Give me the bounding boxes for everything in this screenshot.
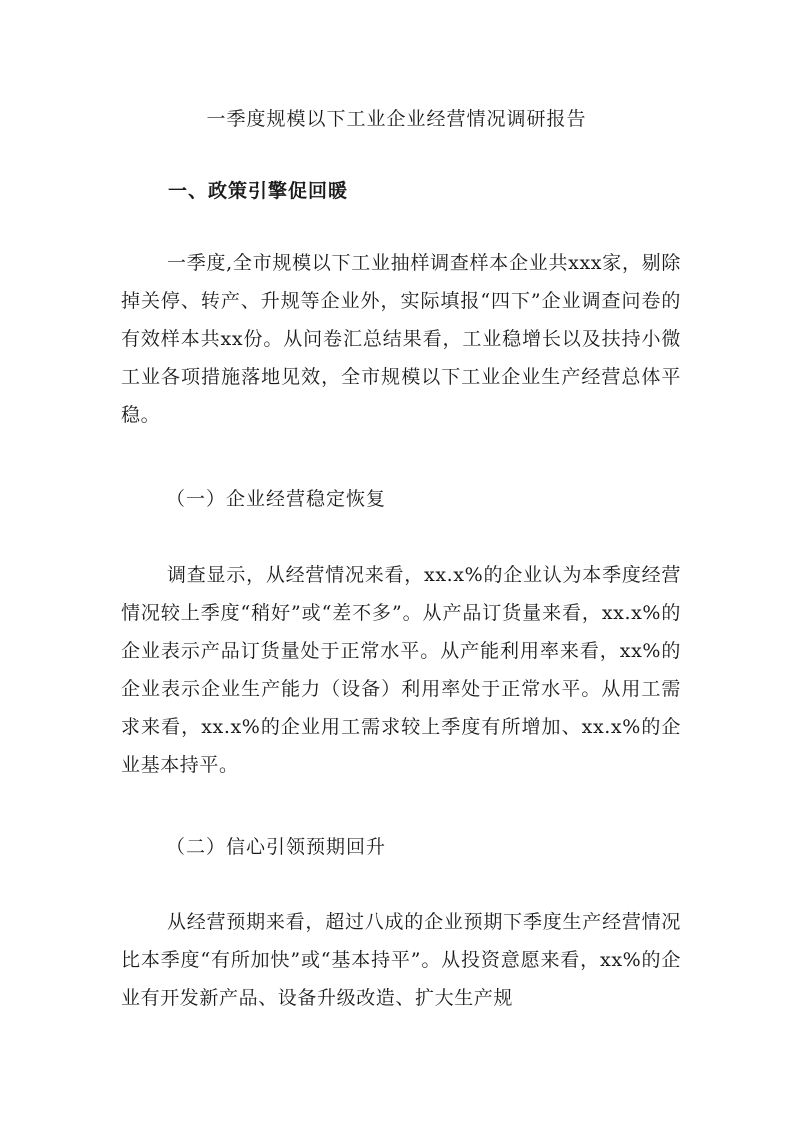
operations-paragraph: 调查显示，从经营情况来看，xx.x%的企业认为本季度经营情况较上季度“稍好”或“差不多”。从产品订货量来看，xx.x%的企业表示产品订货量处于正常水平。从产能利用率来看，xx%的企业表示企业生产能力（设备）利用率处于正常水平。从用工需求来看，xx.x%的企业用工需求较上季度有所增加、xx.x%的企业基本持平。 (121, 564, 681, 776)
subheading-confidence-expectation: （二）信心引领预期回升 (166, 836, 387, 858)
subheading-operations-recovery: （一）企业经营稳定恢复 (166, 488, 387, 510)
expectation-paragraph: 从经营预期来看，超过八成的企业预期下季度生产经营情况比本季度“有所加快”或“基本持平”。从投资意愿来看，xx%的企业有开发新产品、设备升级改造、扩大生产规 (121, 911, 681, 1009)
intro-paragraph: 一季度,全市规模以下工业抽样调查样本企业共xxx家，剔除掉关停、转产、升规等企业外，实际填报“四下”企业调查问卷的有效样本共xx份。从问卷汇总结果看，工业稳增长以及扶持小微工业各项措施落地见效，全市规模以下工业企业生产经营总体平稳。 (121, 252, 681, 426)
section-heading-policy: 一、政策引擎促回暖 (168, 180, 349, 202)
document-title: 一季度规模以下工业企业经营情况调研报告 (206, 108, 587, 130)
